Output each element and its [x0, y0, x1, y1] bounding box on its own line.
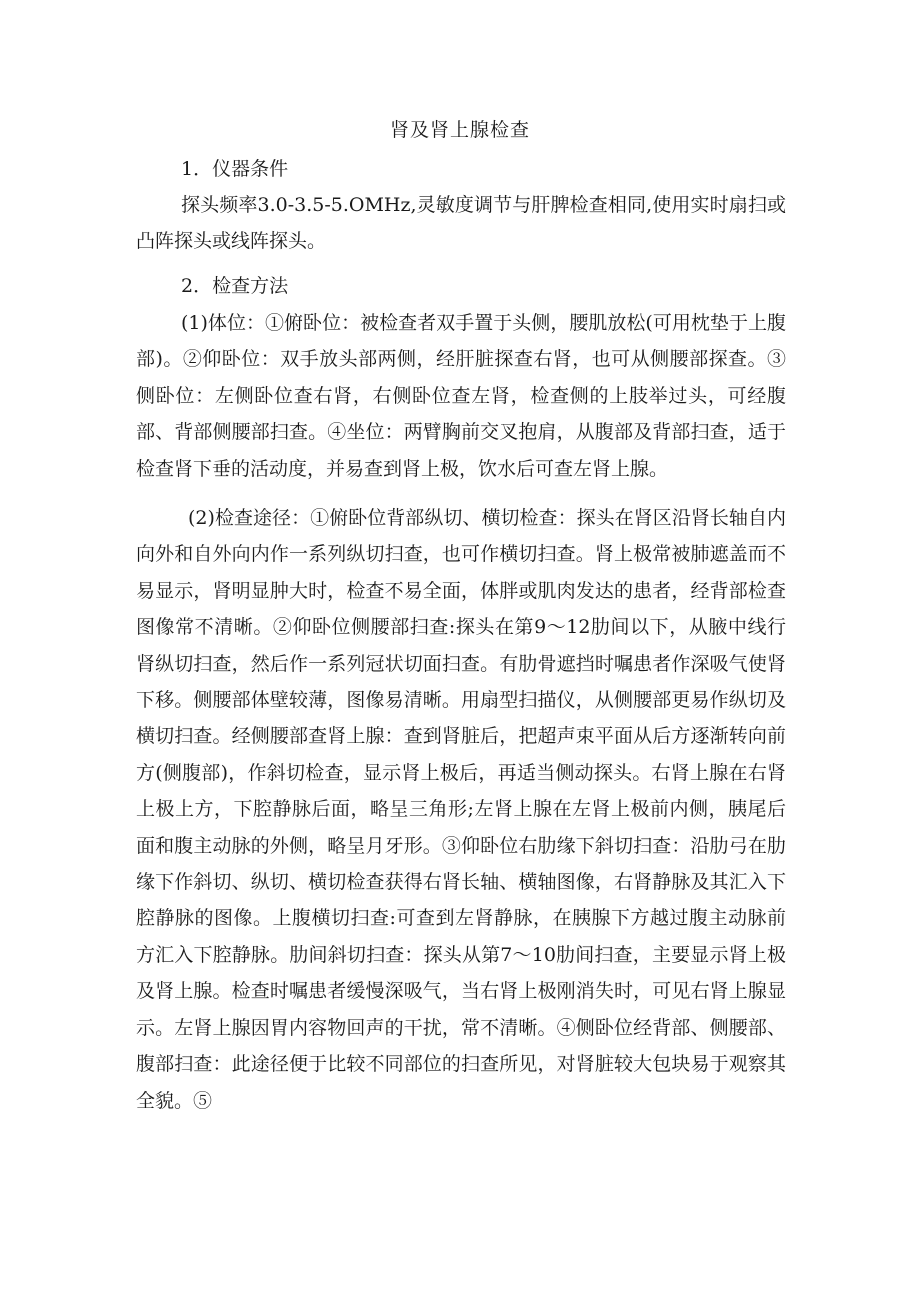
section-heading-examination-method: 2．检查方法: [181, 275, 289, 297]
paragraph-body-position: (1)体位：①俯卧位：被检查者双手置于头侧，腰肌放松(可用枕垫于上腹部)。②仰卧位：双手放头部两侧，经肝脏探查右肾，也可从侧腰部探查。③侧卧位：左侧卧位查右肾，右侧卧位查左肾，检查侧的上肢举过头，可经腹部、背部侧腰部扫查。④坐位：两臂胸前交叉抱肩，从腹部及背部扫查，适于检查肾下垂的活动度，并易查到肾上极，饮水后可查左肾上腺。: [136, 312, 786, 480]
paragraph-probe-frequency: 探头频率3.0-3.5-5.OMHz,灵敏度调节与肝脾检查相同,使用实时扇扫或凸阵探头或线阵探头。: [136, 194, 786, 253]
paragraph-examination-approach: (2)检查途径：①俯卧位背部纵切、横切检查：探头在肾区沿肾长轴自内向外和自外向内作一系列纵切扫查，也可作横切扫查。肾上极常被肺遮盖而不易显示，肾明显肿大时，检查不易全面，体胖或肌肉发达的患者，经背部检查图像常不清晰。②仰卧位侧腰部扫查:探头在第9～12肋间以下，从腋中线行肾纵切扫查，然后作一系列冠状切面扫查。有肋骨遮挡时嘱患者作深吸气使肾下移。侧腰部体壁较薄，图像易清晰。用扇型扫描仪，从侧腰部更易作纵切及横切扫查。经侧腰部查肾上腺：查到肾脏后，把超声束平面从后方逐渐转向前方(侧腹部)，作斜切检查，显示肾上极后，再适当侧动探头。右肾上腺在右肾上极上方，下腔静脉后面，略呈三角形;左肾上腺在左肾上极前内侧，胰尾后面和腹主动脉的外侧，略呈月牙形。③仰卧位右肋缘下斜切扫查：沿肋弓在肋缘下作斜切、纵切、横切检查获得右肾长轴、横轴图像，右肾静脉及其汇入下腔静脉的图像。上腹横切扫查:可查到左肾静脉，在胰腺下方越过腹主动脉前方汇入下腔静脉。肋间斜切扫查：探头从第7～10肋间扫查，主要显示肾上极及肾上腺。检查时嘱患者缓慢深吸气，当右肾上极刚消失时，可见右肾上腺显示。左肾上腺因胃内容物回声的干扰，常不清晰。④侧卧位经背部、侧腰部、腹部扫查：此途径便于比较不同部位的扫查所见，对肾脏较大包块易于观察其全貌。⑤: [136, 507, 786, 1112]
page-title: 肾及肾上腺检查: [389, 119, 530, 141]
section-heading-instrument-conditions: 1．仪器条件: [181, 158, 289, 180]
